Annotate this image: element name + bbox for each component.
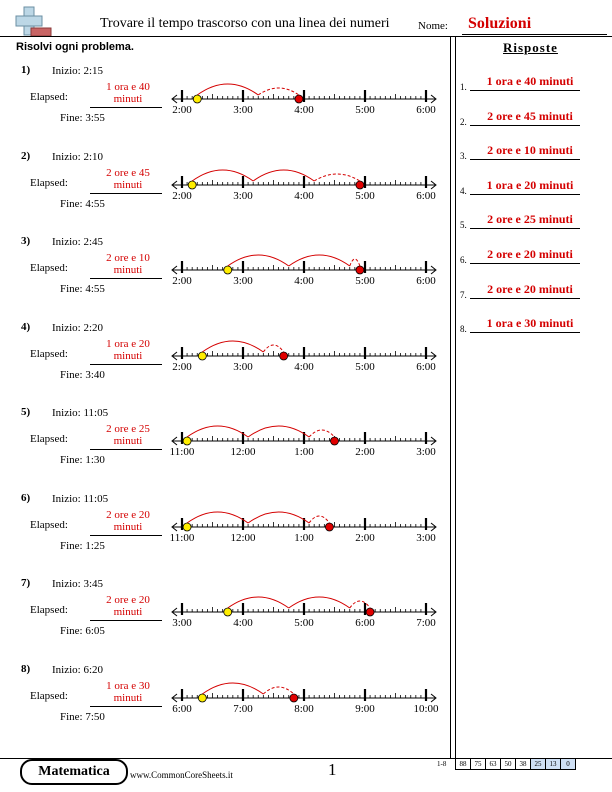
- tick-label: 3:00: [233, 360, 253, 373]
- elapsed-label: Elapsed:: [30, 176, 68, 189]
- tick-label: 10:00: [413, 702, 439, 715]
- start-dot: [188, 181, 196, 189]
- tick-label: 4:00: [294, 360, 314, 373]
- answer-value: 1 ora e 20 minuti: [486, 177, 574, 192]
- end-dot: [331, 437, 339, 445]
- tick-label: 6:00: [416, 275, 436, 287]
- score-cell: 63: [485, 758, 501, 770]
- start-dot: [193, 95, 201, 103]
- end-dot: [356, 181, 364, 189]
- brand-badge: Matematica: [20, 759, 128, 785]
- tick-label: 2:00: [172, 104, 192, 116]
- answer-number: 1.: [460, 82, 467, 92]
- answer-value: 2 ore e 45 minuti: [487, 108, 573, 123]
- site-url: www.CommonCoreSheets.it: [130, 770, 233, 780]
- elapsed-answer: 2 ore e 20 minuti: [106, 508, 150, 533]
- answer-number: 4.: [460, 185, 467, 196]
- minute-hop-arc: [309, 516, 329, 523]
- end-time: Fine: 3:55: [60, 112, 105, 124]
- score-range: 1-8: [437, 760, 447, 768]
- answer-line: [470, 332, 580, 333]
- tick-label: 5:00: [294, 617, 314, 629]
- answer-number: 3.: [460, 151, 467, 162]
- answer-line: [470, 298, 580, 299]
- tick-label: 2:00: [172, 275, 192, 287]
- hour-hop-arc: [187, 426, 248, 437]
- time-number-line: [170, 500, 440, 550]
- minute-hop-arc: [350, 601, 370, 608]
- plus-minus-logo-icon: [15, 6, 53, 38]
- hour-hop-arc: [228, 255, 289, 266]
- end-dot: [290, 694, 298, 702]
- end-time: Fine: 7:50: [60, 710, 105, 723]
- tick-label: 11:00: [170, 531, 195, 544]
- end-dot: [356, 266, 364, 274]
- tick-label: 5:00: [355, 275, 375, 287]
- tick-label: 6:00: [416, 104, 436, 116]
- elapsed-answer-line: [90, 193, 162, 194]
- start-dot: [198, 352, 206, 360]
- tick-label: 2:00: [172, 360, 192, 373]
- tick-label: 4:00: [233, 617, 253, 629]
- end-time: Fine: 3:40: [60, 368, 105, 381]
- tick-label: 5:00: [355, 360, 375, 373]
- elapsed-label: Elapsed:: [30, 518, 68, 531]
- header-divider: [0, 36, 612, 37]
- problem-number: 1): [21, 64, 31, 76]
- answer-value: 2 ore e 25 minuti: [487, 212, 573, 227]
- score-cell: 13: [545, 758, 561, 770]
- tick-label: 4:00: [294, 275, 314, 287]
- end-time: Fine: 1:30: [60, 454, 105, 466]
- score-cell: 50: [500, 758, 516, 770]
- hour-hop-arc: [202, 341, 263, 352]
- minute-hop-arc: [263, 687, 294, 694]
- tick-label: 3:00: [233, 189, 253, 202]
- score-cell: 88: [455, 758, 471, 770]
- start-dot: [198, 694, 206, 702]
- start-time: Inizio: 3:45: [52, 578, 104, 590]
- tick-label: 3:00: [233, 104, 253, 116]
- tick-label: 6:00: [172, 702, 192, 715]
- time-number-line: [170, 671, 440, 721]
- answer-value: 2 ore e 20 minuti: [487, 247, 573, 261]
- tick-label: 3:00: [172, 617, 192, 629]
- start-dot: [224, 266, 232, 274]
- tick-label: 7:00: [416, 617, 436, 629]
- tick-label: 6:00: [355, 617, 375, 629]
- name-label: Nome:: [418, 20, 448, 32]
- end-time: Fine: 4:55: [60, 197, 105, 210]
- answer-number: 8.: [460, 324, 467, 335]
- elapsed-label: Elapsed:: [30, 91, 68, 103]
- elapsed-answer-line: [90, 706, 162, 707]
- tick-label: 3:00: [416, 531, 436, 544]
- answer-number: 2.: [460, 116, 467, 127]
- hour-hop-arc: [289, 597, 350, 608]
- elapsed-label: Elapsed:: [30, 433, 68, 445]
- tick-label: 6:00: [416, 189, 436, 202]
- answer-number: 7.: [460, 289, 467, 300]
- end-dot: [295, 95, 303, 103]
- tick-label: 5:00: [355, 189, 375, 202]
- problem-number: 8): [21, 662, 31, 675]
- elapsed-answer: 2 ore e 45 minuti: [106, 166, 150, 191]
- elapsed-answer: 2 ore e 25 minuti: [106, 423, 150, 447]
- time-number-line: [170, 72, 440, 122]
- problem-number: 4): [21, 320, 31, 333]
- time-number-line: [170, 414, 440, 464]
- score-cell: 75: [470, 758, 486, 770]
- problem-number: 2): [21, 149, 31, 162]
- score-table: [456, 758, 576, 770]
- problem-number: 3): [21, 235, 31, 247]
- elapsed-label: Elapsed:: [30, 347, 68, 360]
- column-divider: [455, 36, 456, 758]
- hour-hop-arc: [248, 512, 309, 523]
- time-number-line: [170, 329, 440, 379]
- elapsed-answer: 1 ora e 40 minuti: [106, 81, 150, 105]
- start-time: Inizio: 2:10: [52, 150, 104, 163]
- end-time: Fine: 6:05: [60, 625, 105, 637]
- answer-value: 2 ore e 10 minuti: [487, 143, 573, 158]
- end-dot: [366, 608, 374, 616]
- tick-label: 12:00: [230, 446, 256, 458]
- start-time: Inizio: 2:15: [52, 65, 104, 77]
- page-title: Trovare il tempo trascorso con una linea dei numeri: [100, 16, 390, 31]
- start-dot: [183, 523, 191, 531]
- time-number-line: [170, 585, 440, 635]
- elapsed-answer-line: [90, 620, 162, 621]
- end-time: Fine: 4:55: [60, 283, 105, 295]
- answer-value: 2 ore e 20 minuti: [487, 281, 573, 296]
- elapsed-answer: 2 ore e 10 minuti: [106, 252, 150, 276]
- start-time: Inizio: 6:20: [52, 663, 104, 676]
- start-time: Inizio: 2:45: [52, 236, 104, 248]
- hour-hop-arc: [197, 84, 258, 95]
- end-dot: [325, 523, 333, 531]
- tick-label: 11:00: [170, 446, 195, 458]
- tick-label: 2:00: [172, 189, 192, 202]
- minute-hop-arc: [314, 174, 360, 181]
- tick-label: 5:00: [355, 104, 375, 116]
- tick-label: 4:00: [294, 104, 314, 116]
- answer-number: 5.: [460, 220, 467, 231]
- end-dot: [280, 352, 288, 360]
- minute-hop-arc: [309, 430, 334, 437]
- score-cell: 25: [530, 758, 546, 770]
- score-cell: 38: [515, 758, 531, 770]
- start-dot: [224, 608, 232, 616]
- answer-value: 1 ora e 40 minuti: [486, 74, 574, 88]
- problem-number: 5): [21, 406, 31, 418]
- start-time: Inizio: 2:20: [52, 321, 104, 334]
- time-number-line: [170, 158, 440, 208]
- name-field-line: [462, 34, 607, 35]
- hour-hop-arc: [289, 255, 350, 266]
- elapsed-answer-line: [90, 364, 162, 365]
- minute-hop-arc: [350, 259, 360, 266]
- tick-label: 1:00: [294, 531, 314, 544]
- start-time: Inizio: 11:05: [52, 407, 109, 419]
- answer-line: [470, 159, 580, 160]
- elapsed-answer-line: [90, 535, 162, 536]
- tick-label: 2:00: [355, 446, 375, 458]
- end-time: Fine: 1:25: [60, 539, 105, 552]
- elapsed-answer: 1 ora e 20 minuti: [106, 337, 150, 362]
- start-dot: [183, 437, 191, 445]
- problem-number: 7): [21, 577, 31, 589]
- column-divider: [450, 36, 451, 758]
- elapsed-answer: 1 ora e 30 minuti: [106, 679, 150, 704]
- instructions: Risolvi ogni problema.: [16, 41, 134, 53]
- tick-label: 9:00: [355, 702, 375, 715]
- minute-hop-arc: [258, 88, 299, 95]
- answer-number: 6.: [460, 255, 467, 265]
- hour-hop-arc: [187, 512, 248, 523]
- problem-number: 6): [21, 491, 31, 504]
- start-time: Inizio: 11:05: [52, 492, 109, 505]
- answer-line: [470, 125, 580, 126]
- page-number: 1: [328, 760, 337, 779]
- elapsed-label: Elapsed:: [30, 604, 68, 616]
- answer-line: [470, 194, 580, 195]
- elapsed-label: Elapsed:: [30, 262, 68, 274]
- answer-line: [470, 228, 580, 229]
- elapsed-answer-line: [90, 449, 162, 450]
- hour-hop-arc: [202, 683, 263, 694]
- tick-label: 12:00: [230, 531, 256, 544]
- tick-label: 3:00: [416, 446, 436, 458]
- name-value: Soluzioni: [468, 15, 532, 32]
- elapsed-answer-line: [90, 107, 162, 108]
- hour-hop-arc: [228, 597, 289, 608]
- elapsed-answer: 2 ore e 20 minuti: [106, 594, 150, 618]
- elapsed-label: Elapsed:: [30, 689, 68, 702]
- minute-hop-arc: [263, 345, 283, 352]
- answer-value: 1 ora e 30 minuti: [486, 316, 574, 331]
- time-number-line: [170, 243, 440, 293]
- tick-label: 8:00: [294, 702, 314, 715]
- elapsed-answer-line: [90, 278, 162, 279]
- tick-label: 2:00: [355, 531, 375, 544]
- answer-line: [470, 263, 580, 264]
- tick-label: 4:00: [294, 189, 314, 202]
- score-cell: 0: [560, 758, 576, 770]
- answers-title: Risposte: [503, 40, 558, 55]
- answer-line: [470, 90, 580, 91]
- hour-hop-arc: [248, 426, 309, 437]
- tick-label: 7:00: [233, 702, 253, 715]
- tick-label: 3:00: [233, 275, 253, 287]
- tick-label: 1:00: [294, 446, 314, 458]
- tick-label: 6:00: [416, 360, 436, 373]
